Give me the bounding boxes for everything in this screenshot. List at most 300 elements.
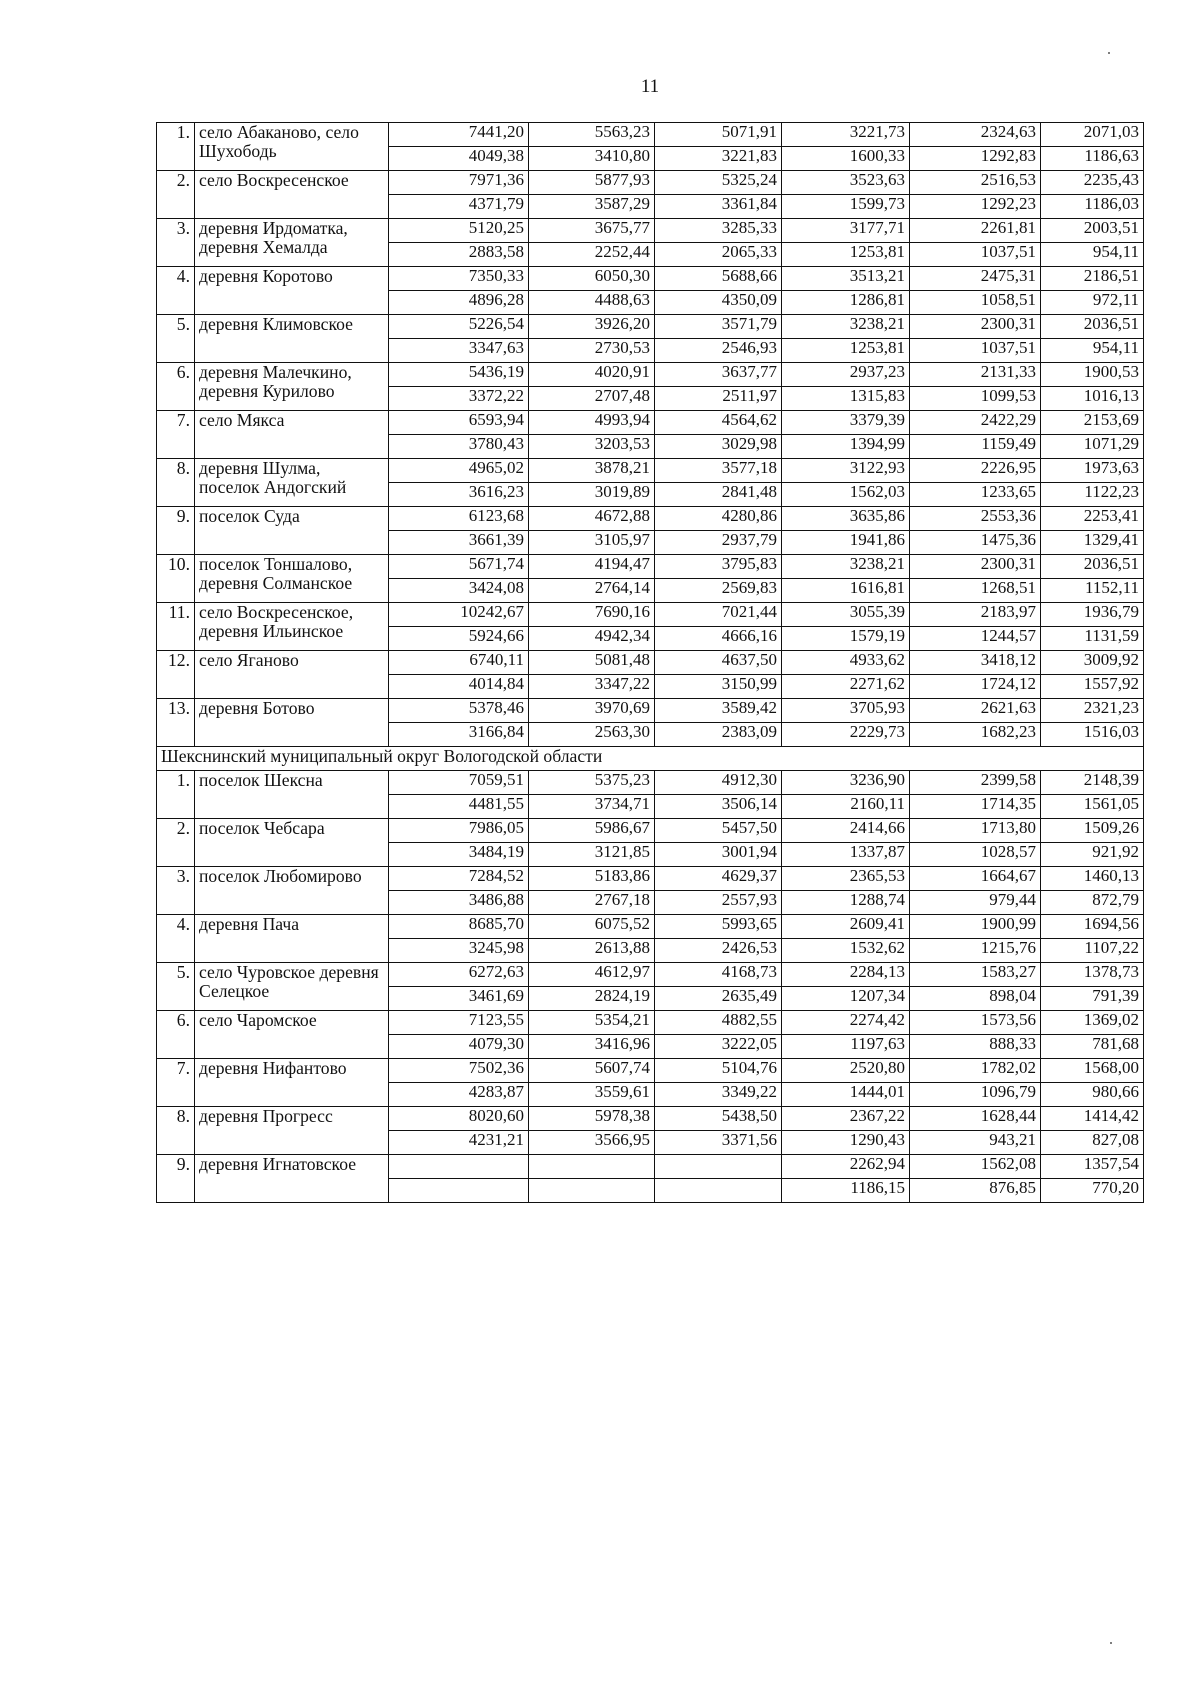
value-cell: 3122,93 [782,459,910,483]
row-number: 8. [157,459,195,507]
value-cell: 2563,30 [529,723,655,747]
value-cell: 1037,51 [910,243,1041,267]
value-cell: 1599,73 [782,195,910,219]
value-cell: 5877,93 [529,171,655,195]
value-cell: 2937,79 [655,531,782,555]
value-cell: 2730,53 [529,339,655,363]
table-row [157,315,1144,339]
value-cell: 3238,21 [782,315,910,339]
value-cell: 7690,16 [529,603,655,627]
value-cell: 5986,67 [529,819,655,843]
value-cell: 3571,79 [655,315,782,339]
value-cell: 1329,41 [1041,531,1144,555]
value-cell: 3675,77 [529,219,655,243]
scan-speck [1108,52,1110,54]
row-number: 5. [157,315,195,363]
value-cell: 1207,34 [782,987,910,1011]
settlement-name: деревня Малечкино, деревня Курилово [195,363,389,411]
value-cell: 1616,81 [782,579,910,603]
value-cell: 3486,88 [389,891,529,915]
value-cell: 5978,38 [529,1107,655,1131]
value-cell: 2365,53 [782,867,910,891]
value-cell: 1028,57 [910,843,1041,867]
row-number: 8. [157,1107,195,1155]
value-cell: 3177,71 [782,219,910,243]
row-number: 9. [157,507,195,555]
value-cell: 3878,21 [529,459,655,483]
value-cell: 7059,51 [389,771,529,795]
settlement-name: деревня Коротово [195,267,389,315]
value-cell: 827,08 [1041,1131,1144,1155]
value-cell: 3222,05 [655,1035,782,1059]
value-cell: 3734,71 [529,795,655,819]
value-cell: 1394,99 [782,435,910,459]
value-cell: 2557,93 [655,891,782,915]
value-cell: 1532,62 [782,939,910,963]
value-cell: 3970,69 [529,699,655,723]
value-cell: 1557,92 [1041,675,1144,699]
value-cell: 1782,02 [910,1059,1041,1083]
row-number: 3. [157,867,195,915]
scan-speck [1110,1642,1112,1644]
value-cell: 5120,25 [389,219,529,243]
value-cell: 2511,97 [655,387,782,411]
value-cell: 6075,52 [529,915,655,939]
value-cell: 4194,47 [529,555,655,579]
value-cell: 876,85 [910,1179,1041,1203]
value-cell: 3589,42 [655,699,782,723]
value-cell: 3347,63 [389,339,529,363]
value-cell: 3637,77 [655,363,782,387]
value-cell: 2252,44 [529,243,655,267]
value-cell: 5688,66 [655,267,782,291]
value-cell: 1037,51 [910,339,1041,363]
value-cell: 3416,96 [529,1035,655,1059]
settlement-name: село Воскресенское, деревня Ильинское [195,603,389,651]
table-row [157,411,1144,435]
value-cell: 1096,79 [910,1083,1041,1107]
value-cell: 1233,65 [910,483,1041,507]
value-cell: 4993,94 [529,411,655,435]
value-cell: 3780,43 [389,435,529,459]
value-cell: 3705,93 [782,699,910,723]
value-cell: 872,79 [1041,891,1144,915]
tariff-table [156,122,1144,1203]
value-cell: 1579,19 [782,627,910,651]
row-number: 13. [157,699,195,747]
table-row [157,267,1144,291]
value-cell [389,1179,529,1203]
row-number: 1. [157,771,195,819]
value-cell: 4942,34 [529,627,655,651]
value-cell: 6272,63 [389,963,529,987]
value-cell: 4629,37 [655,867,782,891]
value-cell: 4350,09 [655,291,782,315]
table-row [157,819,1144,843]
table-row [157,1011,1144,1035]
value-cell: 1694,56 [1041,915,1144,939]
value-cell: 1268,51 [910,579,1041,603]
value-cell: 3372,22 [389,387,529,411]
value-cell: 4014,84 [389,675,529,699]
value-cell: 4280,86 [655,507,782,531]
value-cell: 7986,05 [389,819,529,843]
row-number: 7. [157,1059,195,1107]
value-cell: 2635,49 [655,987,782,1011]
value-cell: 5104,76 [655,1059,782,1083]
value-cell: 2036,51 [1041,315,1144,339]
table-row [157,459,1144,483]
value-cell: 4049,38 [389,147,529,171]
value-cell: 1286,81 [782,291,910,315]
value-cell: 8685,70 [389,915,529,939]
value-cell: 1628,44 [910,1107,1041,1131]
row-number: 12. [157,651,195,699]
value-cell: 972,11 [1041,291,1144,315]
value-cell: 4020,91 [529,363,655,387]
value-cell: 6740,11 [389,651,529,675]
value-cell: 1152,11 [1041,579,1144,603]
page-number: 11 [640,76,660,97]
value-cell: 1131,59 [1041,627,1144,651]
value-cell: 4371,79 [389,195,529,219]
value-cell: 1414,42 [1041,1107,1144,1131]
value-cell: 1369,02 [1041,1011,1144,1035]
value-cell: 1460,13 [1041,867,1144,891]
value-cell: 3424,08 [389,579,529,603]
value-cell: 980,66 [1041,1083,1144,1107]
value-cell: 2253,41 [1041,507,1144,531]
value-cell: 2824,19 [529,987,655,1011]
table-row [157,651,1144,675]
value-cell: 954,11 [1041,339,1144,363]
settlement-name: село Чуровское деревня Селецкое [195,963,389,1011]
settlement-name: село Чаромское [195,1011,389,1059]
value-cell: 2321,23 [1041,699,1144,723]
value-cell: 1724,12 [910,675,1041,699]
value-cell: 921,92 [1041,843,1144,867]
value-cell: 4283,87 [389,1083,529,1107]
value-cell: 1475,36 [910,531,1041,555]
value-cell: 5071,91 [655,123,782,147]
table-row [157,1059,1144,1083]
value-cell: 1562,03 [782,483,910,507]
value-cell: 1444,01 [782,1083,910,1107]
value-cell: 3587,29 [529,195,655,219]
value-cell: 4912,30 [655,771,782,795]
value-cell: 1900,99 [910,915,1041,939]
row-number: 7. [157,411,195,459]
value-cell: 1682,23 [910,723,1041,747]
value-cell: 3559,61 [529,1083,655,1107]
value-cell: 2036,51 [1041,555,1144,579]
value-cell: 5993,65 [655,915,782,939]
value-cell: 2367,22 [782,1107,910,1131]
value-cell: 2399,58 [910,771,1041,795]
value-cell: 3506,14 [655,795,782,819]
value-cell: 2414,66 [782,819,910,843]
value-cell: 943,21 [910,1131,1041,1155]
settlement-name: деревня Пача [195,915,389,963]
value-cell [529,1179,655,1203]
value-cell: 2183,97 [910,603,1041,627]
row-number: 1. [157,123,195,171]
value-cell: 1714,35 [910,795,1041,819]
value-cell: 6050,30 [529,267,655,291]
table-row [157,915,1144,939]
value-cell: 3523,63 [782,171,910,195]
value-cell: 5354,21 [529,1011,655,1035]
table-row [157,603,1144,627]
value-cell [529,1155,655,1179]
value-cell: 2707,48 [529,387,655,411]
value-cell: 2271,62 [782,675,910,699]
settlement-name: село Мякса [195,411,389,459]
value-cell: 2065,33 [655,243,782,267]
settlement-name: поселок Суда [195,507,389,555]
value-cell: 1099,53 [910,387,1041,411]
value-cell: 3418,12 [910,651,1041,675]
row-number: 2. [157,171,195,219]
value-cell: 5378,46 [389,699,529,723]
value-cell: 2226,95 [910,459,1041,483]
value-cell: 1562,08 [910,1155,1041,1179]
value-cell: 2621,63 [910,699,1041,723]
value-cell: 3577,18 [655,459,782,483]
value-cell: 1509,26 [1041,819,1144,843]
value-cell: 5438,50 [655,1107,782,1131]
value-cell: 4637,50 [655,651,782,675]
value-cell: 3245,98 [389,939,529,963]
row-number: 3. [157,219,195,267]
value-cell: 5375,23 [529,771,655,795]
value-cell: 3410,80 [529,147,655,171]
value-cell: 898,04 [910,987,1041,1011]
value-cell: 1573,56 [910,1011,1041,1035]
value-cell: 3616,23 [389,483,529,507]
row-number: 10. [157,555,195,603]
settlement-name: село Воскресенское [195,171,389,219]
settlement-name: село Яганово [195,651,389,699]
value-cell: 7971,36 [389,171,529,195]
value-cell: 770,20 [1041,1179,1144,1203]
table-row [157,363,1144,387]
value-cell: 1288,74 [782,891,910,915]
value-cell: 7350,33 [389,267,529,291]
settlement-name: деревня Прогресс [195,1107,389,1155]
row-number: 5. [157,963,195,1011]
value-cell: 2520,80 [782,1059,910,1083]
value-cell: 888,33 [910,1035,1041,1059]
value-cell: 4672,88 [529,507,655,531]
value-cell: 2300,31 [910,315,1041,339]
value-cell [389,1155,529,1179]
value-cell: 2131,33 [910,363,1041,387]
value-cell: 2153,69 [1041,411,1144,435]
value-cell: 4612,97 [529,963,655,987]
value-cell: 1122,23 [1041,483,1144,507]
value-cell: 1058,51 [910,291,1041,315]
value-cell: 4168,73 [655,963,782,987]
value-cell: 3349,22 [655,1083,782,1107]
value-cell: 3371,56 [655,1131,782,1155]
table-row [157,1107,1144,1131]
value-cell: 1292,23 [910,195,1041,219]
settlement-name: деревня Ботово [195,699,389,747]
value-cell: 3221,83 [655,147,782,171]
value-cell: 1244,57 [910,627,1041,651]
value-cell: 2235,43 [1041,171,1144,195]
row-number: 9. [157,1155,195,1203]
value-cell: 4488,63 [529,291,655,315]
table-row [157,219,1144,243]
value-cell: 5436,19 [389,363,529,387]
value-cell: 1186,15 [782,1179,910,1203]
value-cell: 5671,74 [389,555,529,579]
value-cell: 2324,63 [910,123,1041,147]
settlement-name: поселок Чебсара [195,819,389,867]
value-cell: 1186,03 [1041,195,1144,219]
value-cell: 2300,31 [910,555,1041,579]
value-cell: 1159,49 [910,435,1041,459]
value-cell: 3285,33 [655,219,782,243]
value-cell: 5924,66 [389,627,529,651]
value-cell: 2883,58 [389,243,529,267]
value-cell: 4666,16 [655,627,782,651]
value-cell: 2937,23 [782,363,910,387]
value-cell: 1516,03 [1041,723,1144,747]
value-cell: 1941,86 [782,531,910,555]
value-cell: 3121,85 [529,843,655,867]
value-cell: 6593,94 [389,411,529,435]
value-cell: 1600,33 [782,147,910,171]
settlement-name: деревня Шулма, поселок Андогский [195,459,389,507]
section-title: Шекснинский муниципальный округ Вологодской области [157,747,1144,771]
value-cell: 2553,36 [910,507,1041,531]
settlement-name: деревня Ирдоматка, деревня Хемалда [195,219,389,267]
value-cell: 1561,05 [1041,795,1144,819]
value-cell: 5226,54 [389,315,529,339]
value-cell: 3203,53 [529,435,655,459]
value-cell: 3238,21 [782,555,910,579]
value-cell: 3221,73 [782,123,910,147]
value-cell: 4882,55 [655,1011,782,1035]
row-number: 6. [157,1011,195,1059]
value-cell: 4079,30 [389,1035,529,1059]
value-cell: 2516,53 [910,171,1041,195]
value-cell: 3379,39 [782,411,910,435]
value-cell: 2284,13 [782,963,910,987]
value-cell: 3019,89 [529,483,655,507]
value-cell: 1900,53 [1041,363,1144,387]
value-cell: 1713,80 [910,819,1041,843]
table-row [157,867,1144,891]
value-cell: 2613,88 [529,939,655,963]
value-cell [655,1155,782,1179]
value-cell: 5081,48 [529,651,655,675]
settlement-name: деревня Нифантово [195,1059,389,1107]
table-row [157,123,1144,147]
value-cell: 1290,43 [782,1131,910,1155]
row-number: 11. [157,603,195,651]
value-cell: 2426,53 [655,939,782,963]
value-cell [655,1179,782,1203]
value-cell: 4896,28 [389,291,529,315]
value-cell: 4231,21 [389,1131,529,1155]
table-row [157,555,1144,579]
value-cell: 1186,63 [1041,147,1144,171]
value-cell: 5563,23 [529,123,655,147]
value-cell: 5183,86 [529,867,655,891]
value-cell: 5457,50 [655,819,782,843]
row-number: 2. [157,819,195,867]
value-cell: 3566,95 [529,1131,655,1155]
table-row [157,171,1144,195]
row-number: 4. [157,915,195,963]
value-cell: 979,44 [910,891,1041,915]
value-cell: 5607,74 [529,1059,655,1083]
value-cell: 2609,41 [782,915,910,939]
value-cell: 2160,11 [782,795,910,819]
table-row [157,699,1144,723]
settlement-name: поселок Тоншалово, деревня Солманское [195,555,389,603]
settlement-name: поселок Шексна [195,771,389,819]
value-cell: 2229,73 [782,723,910,747]
value-cell: 8020,60 [389,1107,529,1131]
value-cell: 3484,19 [389,843,529,867]
value-cell: 4481,55 [389,795,529,819]
row-number: 4. [157,267,195,315]
value-cell: 4933,62 [782,651,910,675]
value-cell: 1583,27 [910,963,1041,987]
value-cell: 1016,13 [1041,387,1144,411]
value-cell: 954,11 [1041,243,1144,267]
value-cell: 3166,84 [389,723,529,747]
value-cell: 1936,79 [1041,603,1144,627]
table-row [157,963,1144,987]
value-cell: 2071,03 [1041,123,1144,147]
value-cell: 2383,09 [655,723,782,747]
value-cell: 3347,22 [529,675,655,699]
value-cell: 10242,67 [389,603,529,627]
value-cell: 4564,62 [655,411,782,435]
value-cell: 1357,54 [1041,1155,1144,1179]
value-cell: 2003,51 [1041,219,1144,243]
row-number: 6. [157,363,195,411]
table-row [157,507,1144,531]
settlement-name: село Абаканово, село Шухободь [195,123,389,171]
table-row [157,771,1144,795]
value-cell: 3795,83 [655,555,782,579]
value-cell: 3029,98 [655,435,782,459]
value-cell: 7441,20 [389,123,529,147]
value-cell: 7502,36 [389,1059,529,1083]
value-cell: 1315,83 [782,387,910,411]
settlement-name: деревня Климовское [195,315,389,363]
settlement-name: деревня Игнатовское [195,1155,389,1203]
value-cell: 7021,44 [655,603,782,627]
value-cell: 1107,22 [1041,939,1144,963]
value-cell: 3236,90 [782,771,910,795]
value-cell: 2422,29 [910,411,1041,435]
value-cell: 3055,39 [782,603,910,627]
value-cell: 3361,84 [655,195,782,219]
value-cell: 2841,48 [655,483,782,507]
value-cell: 2546,93 [655,339,782,363]
value-cell: 1292,83 [910,147,1041,171]
value-cell: 1973,63 [1041,459,1144,483]
value-cell: 3461,69 [389,987,529,1011]
